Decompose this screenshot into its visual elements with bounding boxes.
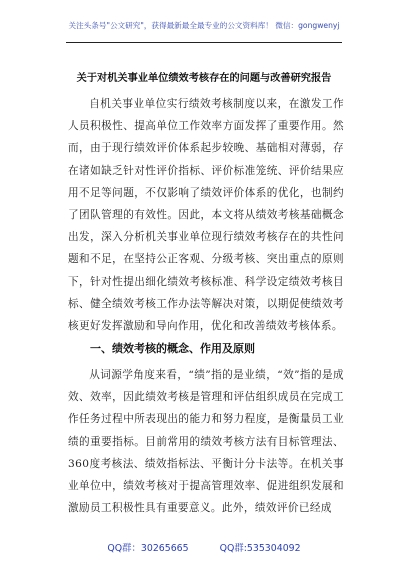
footer-qq-group-2: QQ群:535304092: [219, 543, 301, 554]
footer-qq-group-1: QQ群：30265665: [107, 543, 189, 554]
section-heading: 一、绩效考核的概念、作用及原则: [90, 342, 255, 355]
document-title: 关于对机关事业单位绩效考核存在的问题与改善研究报告: [76, 72, 332, 84]
paragraph-intro: 自机关事业单位实行绩效考核制度以来，在激发工作人员积极性、提高单位工作效率方面发挥了重要作用。然而，由于现行绩效评价体系起步较晚、基础相对薄弱，存在诸如缺乏针对性评价指标、评价标准笼统、评价结果应用不足等问题，不仅影响了绩效评价体系的优化，也制约了团队管理的有效性。因此，本文将从绩效考核基础概念出发，深入分析机关事业单位现行绩效考核存在的共性问题和不足，在坚持公正客观、分级考核、突出重点的原则下，针对性提出细化绩效考核标准、科学设定绩效考核目标、健全绩效考核工作办法等解决对策，以期促使绩效考核更好发挥激励和导向作用，优化和改善绩效考核体系。: [68, 98, 344, 333]
footer-qq-groups: [0, 540, 408, 554]
header-note: 关注头条号"公文研究"，获得最新最全最专业的公文资料库！ 微信：gongwenyj: [68, 21, 340, 30]
paragraph-concept: 从词源学角度来看，“绩”指的是业绩，“效”指的是成效、效率，因此绩效考核是管理和评估组织成员在完成工作任务过程中所表现出的能力和努力程度，是衡量员工业绩的重要指标。目前常用的绩效考核方法有目标管理法、360度考核法、绩效指标法、平衡计分卡法等。在机关事业单位中，绩效考核对于提高管理效率、促进组织发展和激励员工积极性具有重要意义。此外，绩效评价已经成: [68, 369, 344, 515]
header-divider: [66, 42, 342, 43]
